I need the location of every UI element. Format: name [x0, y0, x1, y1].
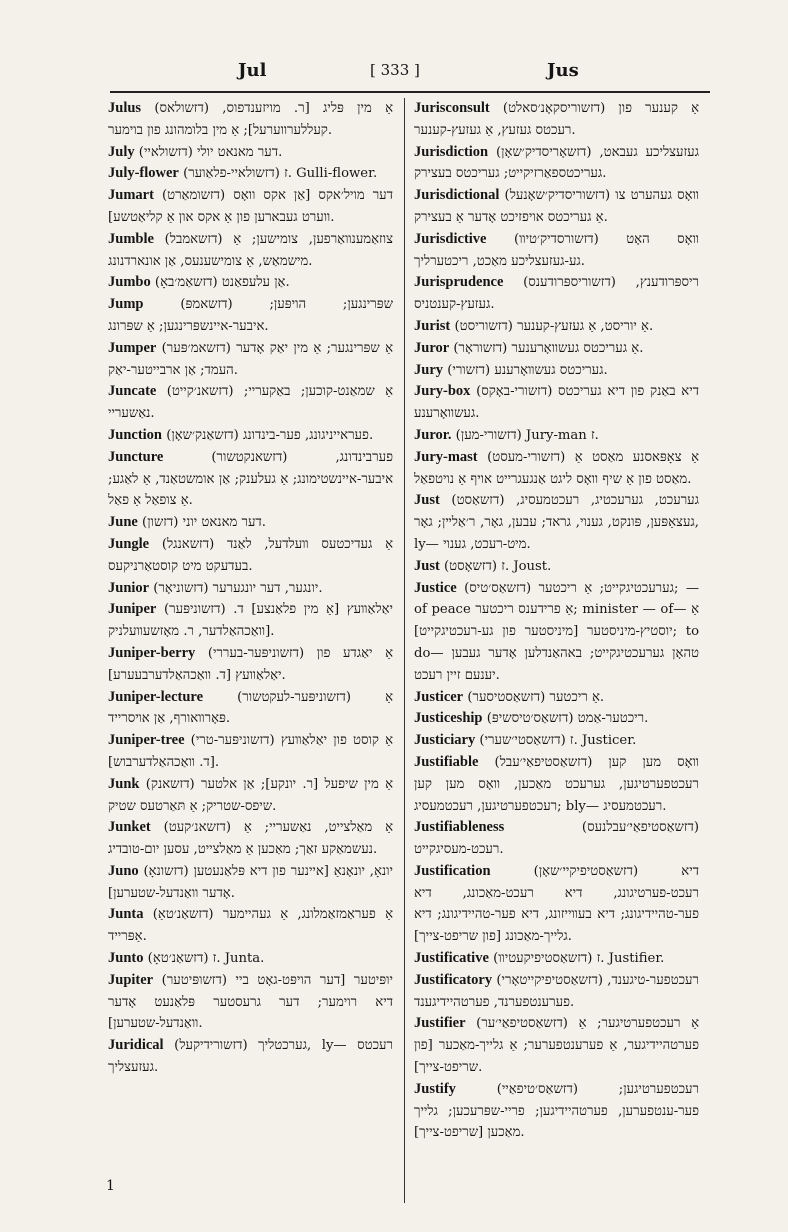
entry-definition: (דזשוניפּער-בעררי) אַ יאַגדע פון יאַלאַװעץ [ד. װאַכהאַלדערבעערע].: [108, 645, 393, 683]
entry-definition: (דזשורי-מען) Jury-man ז.: [455, 427, 599, 443]
entry-headword: Jump: [108, 296, 144, 313]
entry-headword: Juncture: [108, 448, 164, 465]
entry-definition: (דזשאנקטשור) פערבינדונג, איבער-איינשטימונג; אַ געלענק; אַן אומשטאַנד, אַ לאַגע; אַ צופאַל אַ פאַל.: [108, 449, 393, 509]
dictionary-entry: [414, 752, 699, 817]
page-number: [ 333 ]: [370, 61, 420, 79]
entry-headword: Justificative: [414, 950, 489, 967]
dictionary-entry: [414, 447, 699, 491]
entry-definition: (דזשאַסטיפיקיי׳שאָן) דיא רעכט-פערטיגונג, דיא רעכט-מאַכונג, דיא פער-טהיידיגונג; דיא בעװייזונג, דיא פער-טהיידיגונג; דיא גלייך-מאַכונג [פון שריפט-צייך].: [414, 863, 699, 945]
entry-definition: (דזשוניפּער) יאַלאַװעץ [אַ מין פלאַנצע] ד. װאַכהאַלדער, ר. מאָזשעװעלניק].: [108, 602, 393, 640]
entry-definition: (דזשאַסטיפאַי׳עבלנעס) רעכט-מעסיגקייט.: [414, 820, 699, 858]
dictionary-entry: [108, 142, 393, 164]
dictionary-entry: [414, 556, 699, 578]
entry-headword: Juniper-tree: [108, 732, 185, 749]
dictionary-entry: [414, 817, 699, 861]
entry-headword: Justicer: [414, 688, 464, 705]
entry-headword: Junk: [108, 775, 140, 792]
entry-definition: (דזשאַסט) גערעכט, גערעכטיג, רעכטמעסיג, געצאַפּען, פּונקט, גענוי, גראד; עבען, גאָר, ר׳אַלײן; גאָר, ly— מיט-רעכט, גענוי.: [414, 493, 699, 552]
entry-definition: (דזשונאָ) יונאָ, יונאָנאַ [איינער פון דיא פּלאַנעטען אָדער װאַנדעל-שטערען].: [108, 863, 393, 901]
right-guide-word: Jus: [547, 60, 579, 81]
entry-definition: (דזשאַסטיסער) אַ ריכטער.: [467, 689, 605, 705]
entry-headword: Juror: [414, 339, 450, 356]
entry-headword: Jurist: [414, 317, 451, 334]
entry-definition: (דזשאַסטיפאַי׳עבל) װאָס מען קען רעכטפערטיגען, גערעכט מאַכען, װאָס מען קען רעכטפערטיגען, רעכטמעסיג; bly— רעכטמעסיג.: [414, 754, 699, 814]
entry-headword: Juno: [108, 862, 139, 879]
entry-headword: Julus: [108, 100, 142, 116]
entry-definition: (דזשולאיי) דער מאנאט יולי.: [138, 144, 283, 160]
dictionary-entry: [108, 272, 393, 294]
entry-definition: (דזשורי-באָקס) דיא באַנק פון דיא געריכטס געשװאָרענע.: [414, 384, 699, 422]
dictionary-entry: [414, 272, 699, 316]
dictionary-entry: [108, 774, 393, 818]
entry-definition: (דזשומאַרט) דער מויל׳אקס [אַן אקס וואָס װערט געבארען פון אַ אקס און אַ קליאַטשע].: [108, 188, 393, 225]
entry-headword: June: [108, 514, 138, 531]
entry-headword: Jumper: [108, 339, 157, 356]
dictionary-entry: [414, 1013, 699, 1078]
dictionary-entry: [108, 512, 393, 534]
column-divider: [404, 98, 405, 1203]
entry-definition: (דזשורידיקעל) גערכטליך, ly— רעכטס געזעצליך.: [108, 1038, 393, 1076]
entry-headword: Jungle: [108, 535, 150, 552]
dictionary-entry: [414, 948, 699, 970]
entry-definition: (דזשוראָר) אַ געריכטס געשװאָרענער.: [453, 340, 644, 356]
entry-definition: (דזשוריסדיק׳שאָנעל) װאָס געהערט צו אַ געריכטס אויפזיכט אָדער אַ בעצירק.: [414, 188, 699, 225]
dictionary-entry: [414, 970, 699, 1014]
entry-definition: (דזשאנ׳קייט) אַ שמאַנט-קוכען; באַקעריי; נאַשעריי.: [108, 384, 393, 422]
entry-definition: (דזשאָסט) ז. Joust.: [444, 558, 552, 574]
dictionary-entry: [108, 98, 393, 142]
dictionary-entry: [414, 425, 699, 447]
entry-headword: Jurisdictive: [414, 230, 487, 247]
entry-headword: Jury-mast: [414, 448, 478, 465]
entry-headword: Juror.: [414, 426, 452, 443]
entry-definition: (דזשורי) געריכטס געשװאָרענע.: [447, 362, 608, 378]
entry-definition: (דזשוניפּער-טרי) אַ קוסט פון יאַלאַװעץ [ד. װאַכהאַלדערבוש].: [108, 733, 393, 770]
dictionary-entry: [414, 316, 699, 338]
dictionary-entry: [108, 578, 393, 600]
entry-definition: (דזשאַסטיפיקעטיװ) ז. Justifier.: [493, 951, 665, 967]
dictionary-entry: [108, 861, 393, 905]
entry-definition: (דזשאַנ׳טאָ) ז. Junta.: [147, 951, 265, 967]
entry-headword: Jurisdiction: [414, 143, 489, 160]
entry-headword: Jury-box: [414, 383, 471, 400]
entry-headword: Justifiable: [414, 753, 479, 770]
entry-headword: Justiceship: [414, 710, 483, 727]
entry-definition: (דזשורסדיק׳טיװ) װאָס האָט גע-געזעצליכע מאַכט, ריכטערליך.: [414, 231, 699, 269]
entry-headword: Junta: [108, 906, 144, 923]
dictionary-entry: [108, 730, 393, 774]
entry-headword: Jumble: [108, 230, 154, 247]
dictionary-entry: [108, 338, 393, 382]
dictionary-entry: [108, 381, 393, 425]
dictionary-entry: [414, 490, 699, 555]
dictionary-entry: [108, 163, 393, 185]
entry-definition: (דזשוריסקאָנ׳סאלט) אַ קענער פון רעכטס געזעץ, אַ געזעץ-קענער.: [414, 101, 699, 138]
entry-headword: Justification: [414, 862, 491, 879]
entry-headword: July-flower: [108, 165, 179, 182]
entry-headword: Junior: [108, 579, 150, 596]
entry-headword: Junket: [108, 819, 151, 836]
entry-headword: Juniper-berry: [108, 644, 196, 661]
entry-headword: Justifiableness: [414, 819, 505, 836]
dictionary-entry: [108, 185, 393, 229]
header-rule: [110, 91, 710, 93]
dictionary-entry: [414, 861, 699, 948]
entry-definition: (דזשאַסטיפיקייטאָרי) רעכטפער-טיגענד, פערענטפערנד, פערטהיידיגענד.: [414, 972, 699, 1010]
entry-headword: Justify: [414, 1080, 456, 1097]
entry-definition: (דזשוריסט) אַ יוריסט, אַ געזעץ-קענער.: [454, 318, 654, 334]
dictionary-entry: [414, 1079, 699, 1144]
dictionary-entry: [414, 142, 699, 186]
dictionary-entry: [108, 904, 393, 948]
dictionary-entry: [108, 599, 393, 643]
entry-definition: (דזשאַסטיפאַי׳ער) אַ רעכטפערטיגער; אַ פערטהיידיגער, אַ פערענטפערער; אַ גלייך-מאַכער [פון שריפט-צייך].: [414, 1016, 699, 1076]
entry-headword: Jumart: [108, 187, 154, 204]
entry-headword: Juncate: [108, 383, 157, 400]
dictionary-entry: [108, 970, 393, 1035]
entry-definition: (דזשאַנ׳טאַ) אַ פעראַמזאַמלונג, אַ געהיימער אַפּרייד.: [108, 907, 393, 945]
footer-mark: 1: [106, 1178, 115, 1194]
dictionary-entry: [108, 817, 393, 861]
entry-definition: (דזשופּיטער) יופּיטער [דער הויפּט-גאָט ביי דיא רוימער; דער גרעסטער פּלאַנעט אָדער װאַנדעל-שטערען].: [108, 972, 393, 1032]
entry-definition: (דזשאמ׳פּער) אַ שפּרינגער; אַ מין יאַק אָדער העמד; אַן ארבייטער-יאַק.: [108, 340, 393, 378]
page-header: [110, 56, 710, 86]
dictionary-entry: [108, 643, 393, 687]
dictionary-entry: [414, 229, 699, 273]
dictionary-entry: [108, 229, 393, 273]
dictionary-entry: [108, 447, 393, 512]
right-column: [414, 98, 699, 1208]
entry-headword: Justiciary: [414, 732, 476, 749]
entry-definition: (דזשולאס) אַ מין פּליג [ר. מויזענדפוס, קעללערװערעל]; אַ מין בלומהונג פון בוימער.: [108, 101, 393, 138]
dictionary-entry: [108, 294, 393, 338]
entry-headword: Juridical: [108, 1037, 164, 1054]
entry-definition: (דזשאנק) אַ מין שיפעל [ר. יונקע]; אַן אלטער שיפס-שטריק; אַ תּאַרטעס שטיק.: [108, 776, 393, 814]
dictionary-entry: [108, 687, 393, 731]
entry-definition: (דזשורי-מעסט) אַ צאָפּאסנע מאַסט אַ מאַסט פון אַ שיף װאָס ליגט אַנגעגרייט אויף אַ נויטפאַל.: [414, 449, 699, 487]
entry-definition: (דזשולאיי-פלאַוער) ז. Gulli-flower.: [183, 166, 378, 182]
dictionary-entry: [108, 534, 393, 578]
entry-definition: (דזשאַס׳טיס) גערעכטיגקייט; אַ ריכטער; — of peace אַ פרידענס ריכטער; minister — of— אַ יוסטיץ-מיניסטער [מיניסטער פון גע-רעכטיגקייט]; to do— טהאָן גערעכטיגקייט; באהאַנדלען אָדער געבען יענעם זיין רעכט.: [414, 580, 699, 683]
entry-definition: (דזשאָריסדיק׳שאָן) געזעצליכע געבאט, געריכטספאַרזיקייט; געריכטס בעצירק.: [414, 144, 699, 182]
entry-definition: (דזשאַס׳טיפאַיי) רעכטפערטיגען; פער-ענטפערען, פערטהיידיגען; פריי-שפּרעכען; גלייך מאַכען [שריפט-צייך].: [414, 1081, 699, 1141]
entry-definition: (דזשאַנק׳שאָן) פעראייניגונג, פער-בינדונג.: [166, 427, 374, 443]
entry-definition: (דזשון) דער מאנאט יוני.: [142, 515, 266, 531]
dictionary-entry: [414, 578, 699, 687]
entry-definition: אַ (דזשוניפּער-לעקטשור) פּאָרװאורף, אַן אױסרייד.: [108, 689, 393, 727]
entry-headword: Jurisdictional: [414, 187, 500, 204]
dictionary-entry: [414, 338, 699, 360]
dictionary-entry: [414, 708, 699, 730]
entry-headword: Just: [414, 557, 440, 574]
entry-headword: Justice: [414, 579, 457, 596]
entry-headword: July: [108, 143, 135, 160]
entry-definition: (דזשוריספּרודענס) ריספּרודענץ, געזעץ-קענטניס.: [414, 275, 699, 313]
dictionary-entry: [414, 730, 699, 752]
entry-headword: Jupiter: [108, 971, 154, 988]
dictionary-entry: [414, 185, 699, 229]
dictionary-entry: [414, 98, 699, 142]
entry-definition: (דזשאמפּ) שפּרינגען; הויפּען; איבער-איינשפּרינגען; אַ שפּרונג.: [108, 297, 393, 334]
entry-definition: (דזשוניאָר) יונגער, דער יונגערער.: [153, 580, 323, 596]
dictionary-entry: [108, 948, 393, 970]
entry-headword: Jumbo: [108, 274, 151, 291]
entry-headword: Jurisprudence: [414, 274, 504, 291]
dictionary-entry: [108, 425, 393, 447]
entry-headword: Juniper-lecture: [108, 688, 204, 705]
dictionary-entry: [414, 360, 699, 382]
entry-headword: Jury: [414, 361, 443, 378]
entry-definition: (דזשאַמ׳באָ) אַן עלעפאַנט.: [154, 275, 290, 291]
left-guide-word: Jul: [238, 60, 267, 81]
entry-definition: (דזשאַסטי׳שערי) ז. Justicer.: [479, 733, 637, 749]
dictionary-entry: [414, 687, 699, 709]
entry-headword: Juniper: [108, 601, 157, 618]
entry-definition: (דזשאמבל) צוזאַמענװאַרפען, צומישען; אַ מישמאַש, אַ צומישענעס, אַן אונארדנונג.: [108, 231, 393, 269]
left-column: [108, 98, 393, 1208]
entry-headword: Just: [414, 492, 440, 509]
dictionary-entry: [414, 381, 699, 425]
entry-definition: (דזשאַס׳טיסשיפּ) ריכטער-אַמט.: [486, 711, 649, 727]
entry-headword: Jurisconsult: [414, 100, 490, 116]
dictionary-entry: [108, 1035, 393, 1079]
entry-headword: Justificatory: [414, 971, 493, 988]
entry-definition: (דזשאנגל) אַ געדיכטעס װעלדעל, לאַנד בעדעקט מיט קוסטאַרניקעס.: [108, 536, 393, 574]
entry-headword: Junto: [108, 950, 144, 967]
entry-headword: Junction: [108, 426, 162, 443]
entry-headword: Justifier: [414, 1015, 466, 1032]
entry-definition: (דזשאנ׳קעט) אַ מאַלצייט, נאַשעריי; אַ נעשמאַקע זאַך; מאַכען אַ מאַלצייט, עסען יום-טובדיג.: [108, 820, 393, 858]
